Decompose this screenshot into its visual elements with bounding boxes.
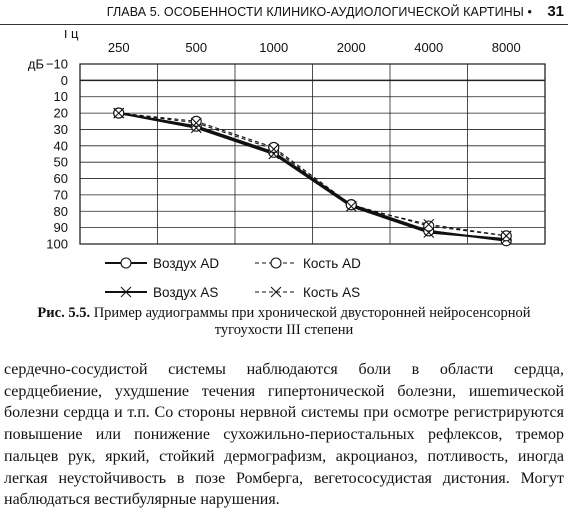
data-point-s2-2 [269,142,279,152]
y-tick-label: 90 [53,220,68,236]
legend-label: Воздух AS [153,285,219,300]
figure-caption [4,305,564,339]
x-tick-label: 4000 [414,40,444,55]
body-paragraph: сердечно-сосудистой системы наблюдаются боли в области сердца, сердцебиение, ухудшение течения гипертонической болезни, ишеmической болезни сердца и т.п. Со стороны нервной системы при осмотре регистрируются повышение или понижение сухожильно-периостальных рефлексов, тремор пальцев рук, яркий, стойкий дермографизм, акроцианоз, потливость, иногда легкая неустойчивость в позе Ромберга, вегетососудистая дистония. Могут наблюдаться вестибулярные нарушения. [4,361,564,509]
legend-entry [255,256,361,271]
data-point-s2-3 [346,200,356,210]
chapter-title: ГЛАВА 5. ОСОБЕННОСТИ КЛИНИКО-АУДИОЛОГИЧЕСКОЙ КАРТИНЫ • [106,5,532,19]
data-point-s2-1 [191,116,201,126]
figure-caption-text: Пример аудиограммы при хронической двусторонней нейросенсорной тугоухости III степени [93,305,531,338]
header-rule [0,24,568,25]
y-tick-label: 10 [53,89,68,105]
running-header [0,0,568,26]
legend-marker [121,258,131,268]
x-unit-label: Гц [64,30,79,41]
data-point-s2-4 [424,221,434,231]
y-tick-label: 40 [53,138,68,154]
audiogram-chart [0,30,568,302]
x-tick-label: 1000 [259,40,289,55]
y-tick-label: 70 [53,187,68,203]
x-tick-label: 2000 [336,40,366,55]
legend-marker [271,258,281,268]
y-tick-label: 30 [53,121,68,137]
legend-label: Кость AD [303,256,361,271]
legend-entry [255,285,360,300]
x-tick-label: 8000 [491,40,521,55]
y-unit-label: дБ [27,56,44,72]
legend-entry [105,285,218,300]
y-tick-label: 80 [53,203,68,219]
legend-label: Кость AS [303,285,361,300]
y-tick-label: 60 [53,171,68,187]
legend-entry [105,256,219,271]
y-tick-label: −10 [45,56,68,72]
figure-label: Рис. 5.5. [37,305,91,321]
y-tick-label: 100 [46,236,68,252]
page-number: 31 [547,3,564,20]
y-tick-label: 0 [60,72,68,88]
y-tick-label: 20 [53,105,68,121]
x-tick-label: 500 [185,40,208,55]
x-tick-label: 250 [107,40,130,55]
y-tick-label: 50 [53,154,68,170]
legend-label: Воздух AD [153,256,220,271]
